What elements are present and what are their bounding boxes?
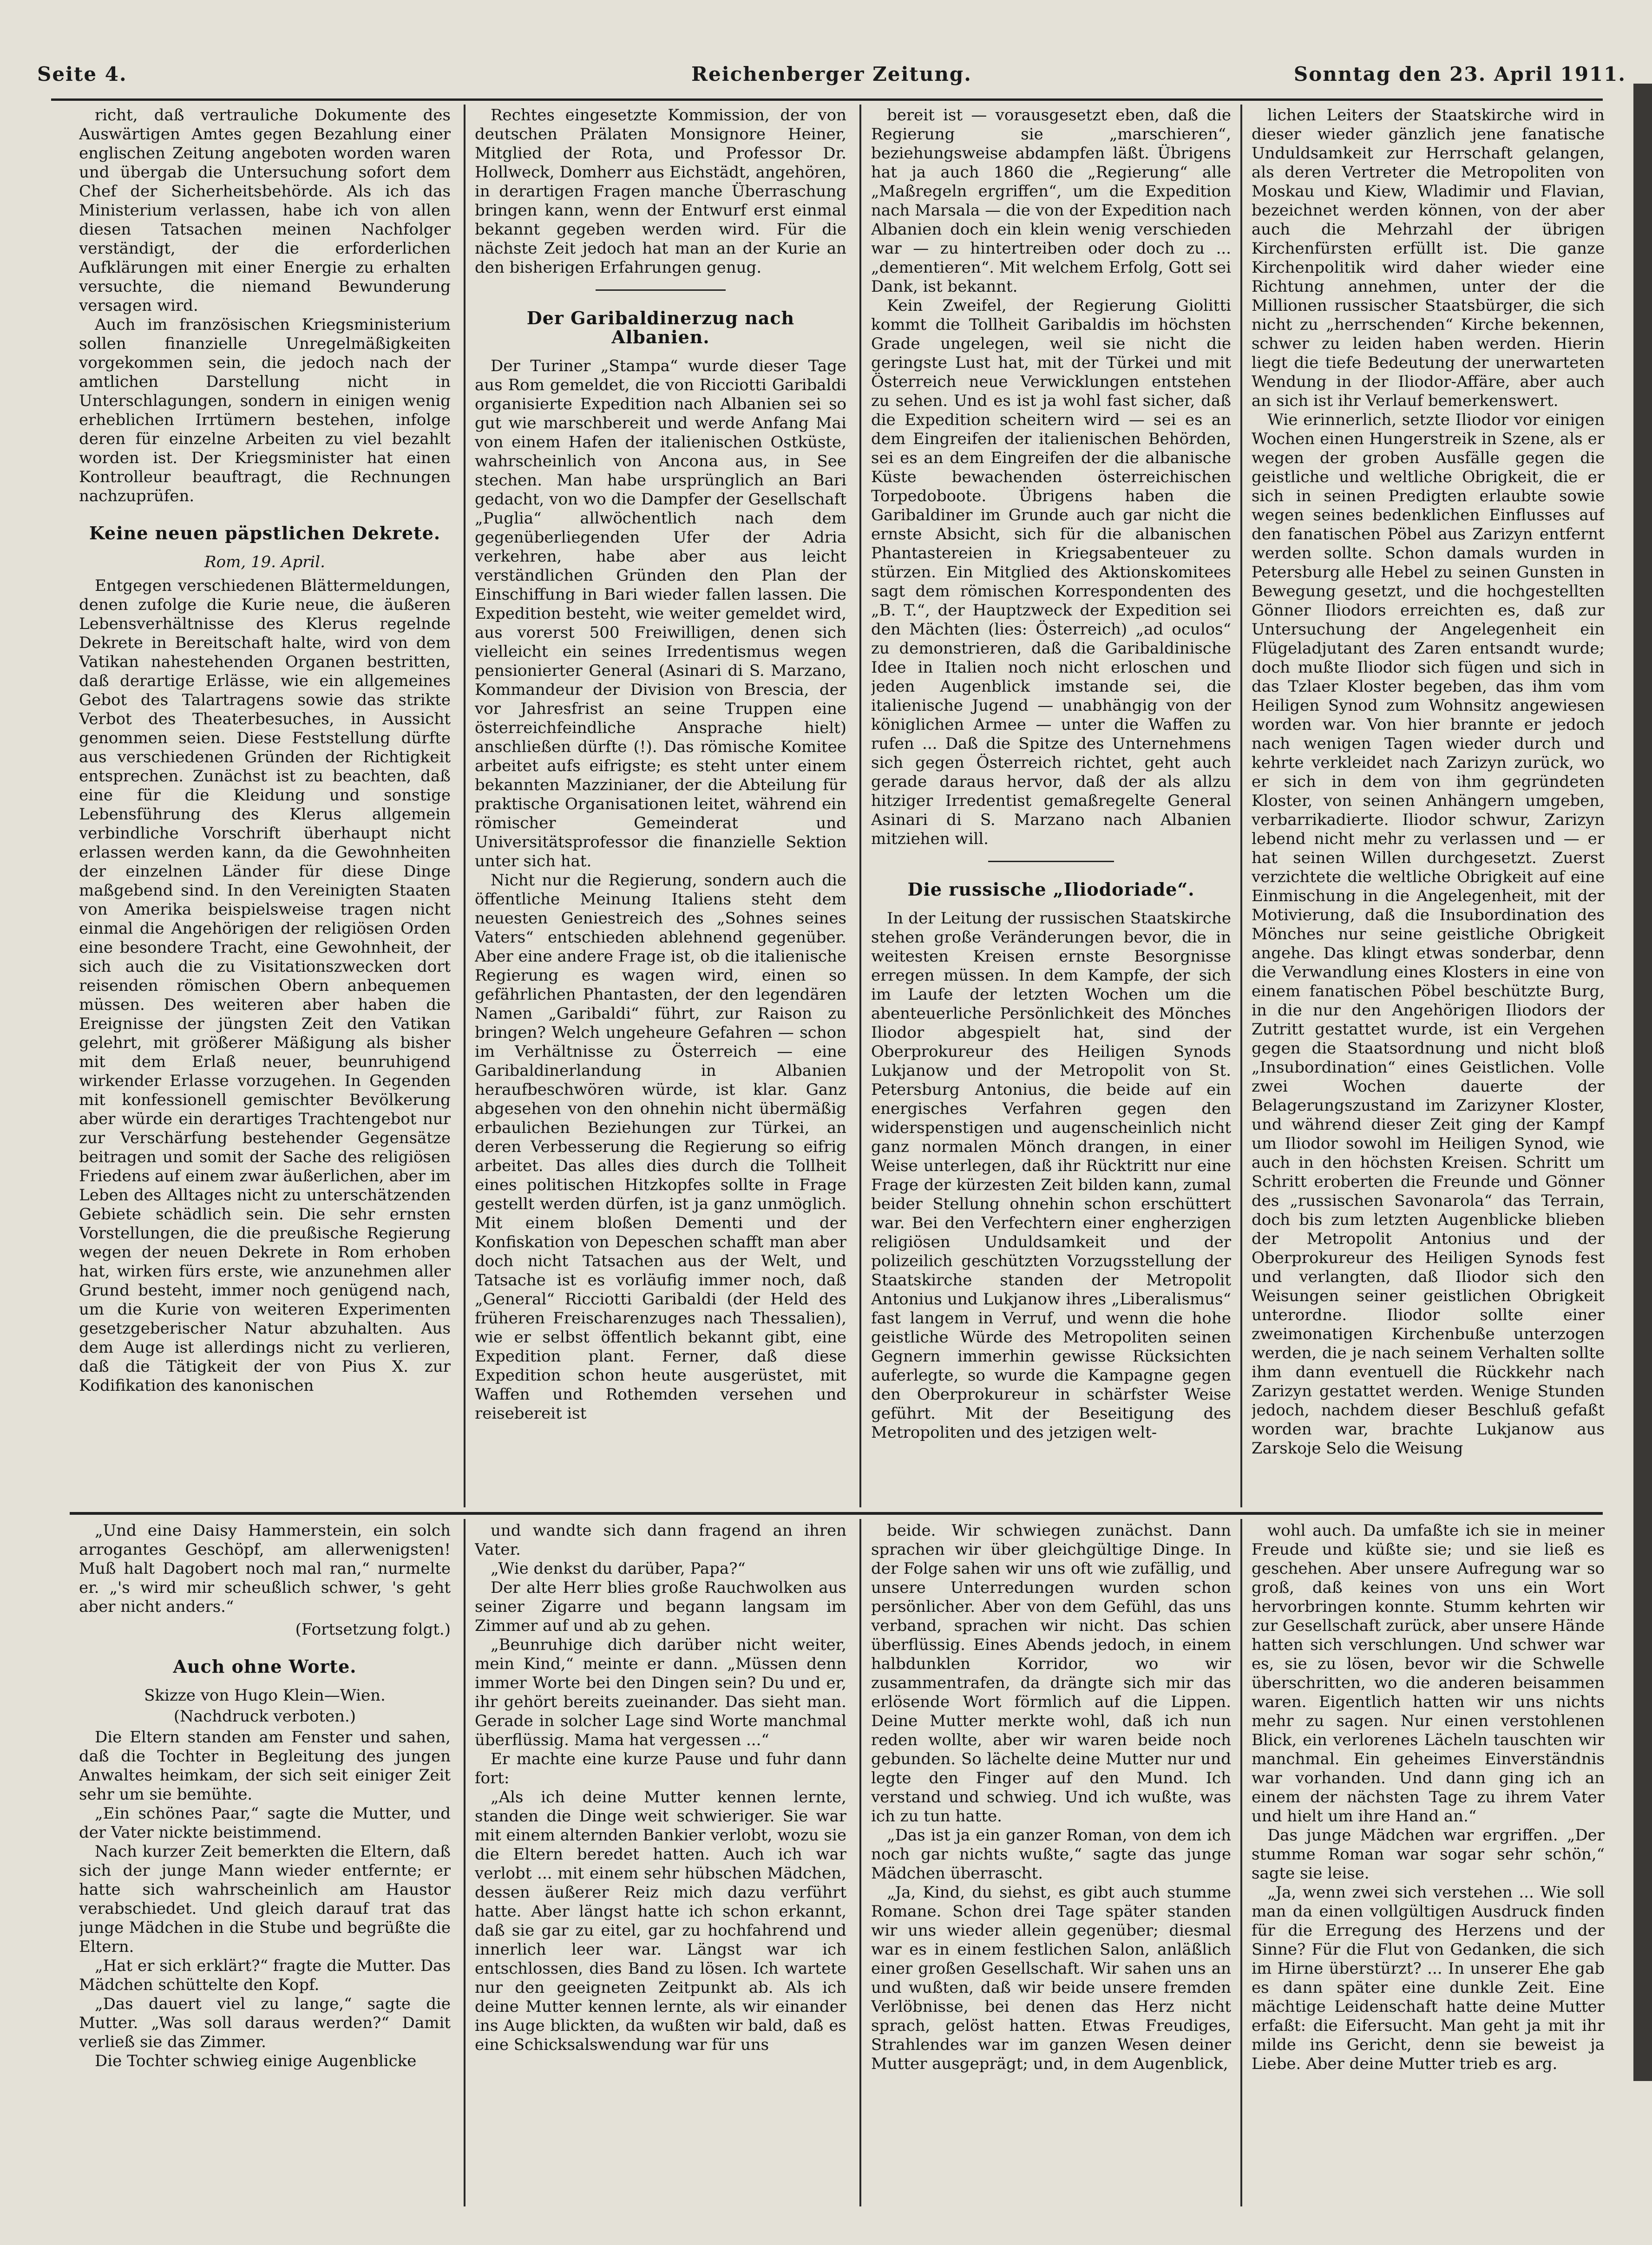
masthead-title: Reichenberger Zeitung.: [691, 63, 972, 85]
column-divider: [859, 1519, 861, 2206]
paragraph: „Hat er sich erklärt?“ fragte die Mutter. Das Mädchen schüttelte den Kopf.: [79, 1957, 451, 1994]
article-headline: Die russische „Iliodoriade“.: [907, 879, 1195, 900]
top-column-2: [475, 106, 846, 1506]
bottom-column-4: [1252, 1521, 1605, 2204]
top-column-4: [1252, 106, 1605, 1506]
paragraph: Rechtes eingesetzte Kommission, der von deutschen Prälaten Monsignore Heiner, Mitglied der Rota, und Professor Dr. Hollweck, Domherr aus Eichstädt, angehören, in derartigen Fragen manche Überraschung bringen kann, wenn der Entwurf erst einmal bekannt gegeben werden wird. Für die nächste Zeit jedoch hat man an der Kurie an den bisherigen Erfahrungen genug.: [475, 106, 846, 277]
article-headline: Auch ohne Worte.: [173, 1656, 357, 1677]
paragraph: Die Eltern standen am Fenster und sahen, daß die Tochter in Begleitung des jungen Anwaltes heimkam, der sich seit einiger Zeit sehr um sie bemühte.: [79, 1728, 451, 1804]
article-separator: [988, 861, 1114, 862]
column-divider: [464, 105, 465, 1507]
column-divider: [859, 105, 861, 1507]
paragraph: wohl auch. Da umfaßte ich sie in meiner Freude und küßte sie; und sie ließ es geschehen. Aber unsere Aufregung war so groß, daß keines von uns ein Wort hervorbringen konnte. Stumm kehrten wir zur Gesellschaft zurück, aber unsere Hände hatten sich verschlungen. Und schwer war es, sie zu lösen, bevor wir die Schwelle überschritten, wo die anderen beisammen waren. Eigentlich hatten wir uns nichts mehr zu sagen. Nur einen verstohlenen Blick, ein verlorenes Lächeln tauschten wir manchmal. Ein geheimes Einverständnis war vorhanden. Und dann ging ich an einem der nächsten Tage zu ihrem Vater und hielt um ihre Hand an.“: [1252, 1521, 1605, 1826]
article-headline: Keine neuen päpstlichen Dekrete.: [89, 523, 441, 543]
paragraph: lichen Leiters der Staatskirche wird in dieser wieder gänzlich jene fanatische Unduldsamkeit zur Herrschaft gelangen, als deren Vertreter die Metropoliten von Moskau und Kiew, Wladimir und Flavian, bezeichnet werden können, von der aber auch die Mehrzahl der übrigen Kirchenfürsten erfüllt ist. Die ganze Kirchenpolitik wird daher wieder eine Richtung annehmen, unter der die Millionen russischer Staatsbürger, die sich nicht zu „herrschenden“ Kirche bekennen, schwer zu leiden haben werden. Hierin liegt die tiefe Bedeutung der unerwarteten Wendung in der Iliodor-Affäre, aber auch an sich ist ihr Verlauf bemerkenswert.: [1252, 106, 1605, 410]
feuilleton-rule: [70, 1512, 1603, 1515]
paragraph: „Ein schönes Paar,“ sagte die Mutter, und der Vater nickte beistimmend.: [79, 1804, 451, 1842]
bottom-column-3: [871, 1521, 1231, 2204]
paragraph: Der Turiner „Stampa“ wurde dieser Tage aus Rom gemeldet, die von Ricciotti Garibaldi organisierte Expedition nach Albanien sei so gut wie marschbereit und werde Anfang Mai von einem Hafen der italienischen Ostküste, wahrscheinlich von Ancona aus, in See stechen. Man habe ursprünglich an Bari gedacht, von wo die Dampfer der Gesellschaft „Puglia“ allwöchentlich nach dem gegenüberliegenden Ufer der Adria verkehren, habe aber aus leicht verständlichen Gründen den Plan der Einschiffung in Bari wieder fallen lassen. Die Expedition besteht, wie weiter gemeldet wird, aus vorerst 500 Freiwilligen, denen sich vielleicht ein seines Irredentismus wegen pensionierter General (Asinari di S. Marzano, Kommandeur der Division von Brescia, der vor Jahresfrist an seine Truppen eine österreichfeindliche Ansprache hielt) anschließen dürfte (!). Das römische Komitee arbeitet aufs eifrigste; es steht unter einem bekannten Mazzinianer, der die Abteilung für praktische Organisationen leitet, während ein römischer Gemeinderat und Universitätsprofessor die finanzielle Sektion unter sich hat.: [475, 357, 846, 871]
paragraph: „Wie denkst du darüber, Papa?“: [491, 1559, 746, 1578]
paragraph: bereit ist — vorausgesetzt eben, daß die Regierung sie „marschieren“, beziehungsweise abdampfen läßt. Übrigens hat ja auch 1860 die „Regierung“ alle „Maßregeln ergriffen“, um die Expedition nach Marsala — die von der Expedition nach Albanien doch ein klein wenig verschieden war — zu hintertreiben oder doch zu ... „dementieren“. Mit welchem Erfolg, Gott sei Dank, ist bekannt.: [871, 106, 1231, 296]
paragraph: „Als ich deine Mutter kennen lernte, standen die Dinge weit schwieriger. Sie war mit einem alternden Bankier verlobt, wozu sie die Eltern beredet hatten. Auch ich war verlobt ... mit einem sehr hübschen Mädchen, dessen äußerer Reiz mich dazu verführt hatte. Aber längst hatte ich schon erkannt, daß sie gar zu eitel, gar zu hochfahrend und innerlich leer war. Längst war ich entschlossen, dies Band zu lösen. Ich wartete nur den geeigneten Zeitpunkt ab. Als ich deine Mutter kennen lernte, als wir einander ins Auge blickten, da wußten wir bald, daß es eine Schicksalswendung war für uns: [475, 1788, 846, 2054]
paragraph: Er machte eine kurze Pause und fuhr dann fort:: [475, 1750, 846, 1787]
paragraph: Auch im französischen Kriegsministerium sollen finanzielle Unregelmäßigkeiten vorgekommen sein, die jedoch nach der amtlichen Darstellung nicht in Unterschlagungen, sondern in einigen wenig erheblichen Irrtümern bestehen, infolge deren für einzelne Arbeiten zu viel bezahlt worden ist. Der Kriegsminister hat einen Kontrolleur beauftragt, die Rechnungen nachzuprüfen.: [79, 315, 451, 505]
paragraph: Nicht nur die Regierung, sondern auch die öffentliche Meinung Italiens steht dem neuesten Geniestreich des „Sohnes seines Vaters“ entschieden ablehnend gegenüber. Aber eine andere Frage ist, ob die italienische Regierung es wagen wird, einen so gefährlichen Phantasten, der den legendären Namen „Garibaldi“ führt, zur Raison zu bringen? Welch ungeheure Gefahren — schon im Verhältnisse zu Österreich — eine Garibaldinerlandung in Albanien heraufbeschwören würde, ist klar. Ganz abgesehen von den ohnehin nicht übermäßig erbaulichen Beziehungen zur Türkei, an deren Verbesserung die Regierung so eifrig arbeitet. Das alles dies durch die Tollheit eines politischen Hitzkopfes sollte in Frage gestellt werden dürfen, ist ja ganz unmöglich. Mit einem bloßen Dementi und der Konfiskation von Depeschen schafft man aber doch nicht Tatsachen aus der Welt, und Tatsache ist es vorläufig immer noch, daß „General“ Ricciotti Garibaldi (der Held des früheren Freischarenzuges nach Thessalien), wie er selbst öffentlich bekannt gibt, eine Expedition plant. Ferner, daß diese Expedition schon heute ausgerüstet, mit Waffen und Rothemden versehen und reisebereit ist: [475, 871, 846, 1423]
article-separator: [596, 289, 726, 291]
byline: Skizze von Hugo Klein—Wien.: [144, 1686, 386, 1705]
page-number: Seite 4.: [37, 63, 127, 85]
column-divider: [464, 1519, 465, 2206]
paragraph: Nach kurzer Zeit bemerkten die Eltern, daß sich der junge Mann wieder entfernte; er hatte sich wahrscheinlich am Haustor verabschiedet. Und gleich darauf trat das junge Mädchen in die Stube und begrüßte die Eltern.: [79, 1842, 451, 1956]
paragraph: Entgegen verschiedenen Blättermeldungen, denen zufolge die Kurie neue, die äußeren Lebensverhältnisse des Klerus regelnde Dekrete in Bereitschaft halte, wird von dem Vatikan nahestehenden Organen bestritten, daß derartige Erlässe, wie ein allgemeines Gebot des Talartragens sowie das strikte Verbot des Theaterbesuches, in Aussicht genommen seien. Diese Feststellung dürfte aus verschiedenen Gründen der Richtigkeit entsprechen. Zunächst ist zu beachten, daß eine für die Kleidung und sonstige Lebensführung des Klerus allgemein verbindliche Vorschrift überhaupt nicht erlassen werden kann, da die Gewohnheiten der einzelnen Länder für diese Dinge maßgebend sind. In den Vereinigten Staaten von Amerika beispielsweise tragen nicht einmal die Angehörigen der religiösen Orden eine besondere Tracht, eine Gewohnheit, der sich auch die zu Visitationszwecken dort reisenden römischen Obern anbequemen müssen. Des weiteren aber haben die Ereignisse der jüngsten Zeit den Vatikan gelehrt, mit größerer Mäßigung als bisher mit dem Erlaß neuer, beunruhigend wirkender Erlasse vorzugehen. In Gegenden mit konfessionell gemischter Bevölkerung aber würde ein derartiges Trachtengebot nur zur Verschärfung bestehender Gegensätze beitragen und somit der Sache des religiösen Friedens auf einem zwar äußerlichen, aber im Leben des Alltages nicht zu unterschätzenden Gebiete schädlich sein. Die sehr ernsten Vorstellungen, die die preußische Regierung wegen der neuen Dekrete in Rom erhoben hat, wirken fürs erste, wie anzunehmen aller Grund besteht, immer noch genügend nach, um die Kurie von weiteren Experimenten gesetzgeberischer Natur abzuhalten. Aus dem Auge ist allerdings nicht zu verlieren, daß die Tätigkeit der von Pius X. zur Kodifikation des kanonischen: [79, 576, 451, 1395]
column-divider: [1240, 1519, 1242, 2206]
header-rule: [51, 98, 1603, 101]
paragraph: „Beunruhige dich darüber nicht weiter, mein Kind,“ meinte er dann. „Müssen denn immer Worte bei den Dingen sein? Du und er, ihr gehört bereits zueinander. Das sieht man. Gerade in solcher Lage sind Worte manchmal überflüssig. Mama hat vergessen ...“: [475, 1636, 846, 1749]
paragraph: Wie erinnerlich, setzte Iliodor vor einigen Wochen einen Hungerstreik in Szene, als er wegen der groben Ausfälle gegen die geistliche und weltliche Obrigkeit, die er sich in seinen Predigten erlaubte sowie wegen seines bedenklichen Einflusses auf den fanatischen Pöbel aus Zarizyn entfernt werden sollte. Schon damals wurden in Petersburg alle Hebel zu seinen Gunsten in Bewegung gesetzt, und die hochgestellten Gönner Iliodors erreichten es, daß zur Untersuchung der Angelegenheit ein Flügeladjutant des Zaren entsandt wurde; doch mußte Iliodor sich fügen und sich in das Tzlaer Kloster begeben, das ihm vom Heiligen Synod zum Wohnsitz angewiesen worden war. Von hier brannte er jedoch nach wenigen Tagen wieder durch und kehrte verkleidet nach Zarizyn zurück, wo er sich in dem von ihm gegründeten Kloster, von seinen Anhängern umgeben, verbarrikadierte. Iliodor schwur, Zarizyn lebend nicht mehr zu verlassen und — er hat seinen Willen durchgesetzt. Zuerst verzichtete die weltliche Obrigkeit auf eine Einmischung in die Angelegenheit, mit der Motivierung, daß die Insubordination des Mönches nur seine geistliche Obrigkeit angehe. Das klingt etwas sonderbar, denn die Verwandlung eines Klosters in eine von einem fanatischen Pöbel beschützte Burg, in die nur den Angehörigen Iliodors der Zutritt gestattet wurde, ist ein Vergehen gegen die Staatsordnung und nicht bloß „Insubordination“ eines Geistlichen. Volle zwei Wochen dauerte der Belagerungszustand im Zarizyner Kloster, und während dieser Zeit ging der Kampf um Iliodor sowohl im Heiligen Synod, wie auch in den höchsten Kreisen. Schritt um Schritt eroberten die Freunde und Gönner des „russischen Savonarola“ das Terrain, doch bis zum letzten Augenblicke blieben der Metropolit Antonius und der Oberprokureur des Heiligen Synods fest und verlangten, daß Iliodor sich den Weisungen seiner geistlichen Obrigkeit unterordne. Iliodor sollte einer zweimonatigen Kirchenbuße unterzogen werden, die je nach seinem Verhalten sollte ihm dann eventuell die Rückkehr nach Zarizyn gestattet werden. Wenige Stunden jedoch, nachdem dieser Beschluß gefaßt worden war, brachte Lukjanow aus Zarskoje Selo die Weisung: [1252, 411, 1605, 1458]
paragraph: „Ja, wenn zwei sich verstehen ... Wie soll man da einen vollgültigen Ausdruck finden für die Erregung des Herzens und der Sinne? Für die Flut von Gedanken, die sich im Hirne überstürzt? ... In unserer Ehe gab es dann später eine dunkle Zeit. Eine mächtige Leidenschaft hatte deine Mutter erfaßt: die Eifersucht. Man geht ja mit ihr milde ins Gericht, denn sie beweist ja Liebe. Aber deine Mutter trieb es arg.: [1252, 1883, 1605, 2073]
running-head: [37, 63, 1626, 95]
paragraph: und wandte sich dann fragend an ihren Vater.: [475, 1521, 846, 1559]
top-column-3: [871, 106, 1231, 1506]
paragraph: In der Leitung der russischen Staatskirche stehen große Veränderungen bevor, die in weitesten Kreisen ernste Besorgnisse erregen müssen. In dem Kampfe, der sich im Laufe der letzten Wochen um die abenteuerliche Persönlichkeit des Mönches Iliodor abgespielt hat, sind der Oberprokureur des Heiligen Synods Lukjanow und der Metropolit von St. Petersburg Antonius, die beide auf ein energisches Verfahren gegen den widerspenstigen und augenscheinlich nicht ganz normalen Mönch drangen, in einer Weise unterlegen, daß ihr Rücktritt nur eine Frage der kürzesten Zeit bilden kann, zumal beider Stellung ohnehin schon erschüttert war. Bei den Verfechtern einer engherzigen religiösen Unduldsamkeit und der polizeilich geschützten Vorzugsstellung der Staatskirche standen der Metropolit Antonius und Lukjanow ihres „Liberalismus“ fast langem in Verruf, und wenn die hohe geistliche Würde des Metropoliten seinen Gegnern immerhin gewisse Rücksichten auferlegte, so wurde die Kampagne gegen den Oberprokureur in schärfster Weise geführt. Mit der Beseitigung des Metropoliten und des jetzigen welt-: [871, 909, 1231, 1442]
adjacent-page-edge: [1633, 84, 1652, 2081]
paragraph: Kein Zweifel, der Regierung Giolitti kommt die Tollheit Garibaldis im höchsten Grade ungelegen, weil sie nicht die geringste Lust hat, mit der Türkei und mit Österreich neue Verwicklungen entstehen zu sehen. Und es ist ja wohl fast sicher, daß die Expedition scheitern wird — sei es an dem Eingreifen der italienischen Behörden, sei es an dem Eingreifen der die albanische Küste bewachenden österreichischen Torpedoboote. Übrigens haben die Garibaldiner im Grunde auch gar nicht die ernste Absicht, sich für die albanischen Phantastereien in Kriegsabenteuer zu stürzen. Ein Mitglied des Aktionskomitees sagt dem römischen Korrespondenten des „B. T.“, der Hauptzweck der Expedition sei den Mächten (lies: Österreich) „ad oculos“ zu demonstrieren, daß die Garibaldinische Idee in Italien noch nicht erloschen und jeden Augenblick imstande sei, die italienische Jugend — unabhängig von der königlichen Armee — unter die Waffen zu rufen ... Daß die Spitze des Unternehmens sich gegen Österreich richtet, geht auch gerade daraus hervor, daß der als allzu hitziger Irredentist gemaßregelte General Asinari di S. Marzano nach Albanien mitziehen will.: [871, 296, 1231, 848]
paragraph: „Das dauert viel zu lange,“ sagte die Mutter. „Was soll daraus werden?“ Damit verließ sie das Zimmer.: [79, 1995, 451, 2051]
paragraph: beide. Wir schwiegen zunächst. Dann sprachen wir über gleichgültige Dinge. In der Folge sahen wir uns oft wie zufällig, und unsere Unterredungen wurden schon persönlicher. Aber von dem Gefühl, das uns verband, sprachen wir nicht. Das schien überflüssig. Eines Abends jedoch, in einem halbdunklen Korridor, wo wir zusammentrafen, da drängte sich mir das erlösende Wort förmlich auf die Lippen. Deine Mutter merkte wohl, daß ich nun reden wollte, aber wir waren beide noch gebunden. So lächelte deine Mutter nur und legte den Finger auf den Mund. Ich verstand und schwieg. Und ich wußte, was ich zu tun hatte.: [871, 1521, 1231, 1826]
issue-date: Sonntag den 23. April 1911.: [1293, 63, 1626, 85]
bottom-column-2: [475, 1521, 846, 2204]
paragraph: richt, daß vertrauliche Dokumente des Auswärtigen Amtes gegen Bezahlung einer englischen Zeitung angeboten worden waren und übergab die Untersuchung sofort dem Chef der Sicherheitsbehörde. Als ich das Ministerium verlassen, habe ich von allen diesen Tatsachen meinen Nachfolger verständigt, der die erforderlichen Aufklärungen mit einer Energie zu erhalten versuchte, die niemand Bewunderung versagen wird.: [79, 106, 451, 315]
paragraph: Das junge Mädchen war ergriffen. „Der stumme Roman war sogar sehr schön,“ sagte sie leise.: [1252, 1826, 1605, 1883]
byline: (Nachdruck verboten.): [173, 1707, 356, 1726]
dateline: Rom, 19. April.: [204, 553, 325, 571]
paragraph: „Ja, Kind, du siehst, es gibt auch stumme Romane. Schon drei Tage später standen wir uns wieder allein gegenüber; diesmal war es in einem festlichen Salon, anläßlich einer großen Gesellschaft. Wir sahen uns an und wußten, daß wir beide unsere fremden Verlöbnisse, bei denen das Herz nicht sprach, gelöst hatten. Etwas Freudiges, Strahlendes war im ganzen Wesen deiner Mutter ausgeprägt; und, in dem Augenblick,: [871, 1883, 1231, 2073]
bottom-column-1: [79, 1521, 451, 2204]
article-headline: Der Garibaldinerzug nach Albanien.: [526, 308, 795, 347]
paragraph: Der alte Herr blies große Rauchwolken aus seiner Zigarre und begann langsam im Zimmer auf und ab zu gehen.: [475, 1578, 846, 1635]
paragraph: „Das ist ja ein ganzer Roman, von dem ich noch gar nichts wußte,“ sagte das junge Mädchen überrascht.: [871, 1826, 1231, 1883]
continuation-note: (Fortsetzung folgt.): [295, 1620, 451, 1639]
column-divider: [1240, 105, 1242, 1507]
top-column-1: [79, 106, 451, 1506]
paragraph: Die Tochter schwieg einige Augenblicke: [95, 2052, 417, 2070]
paragraph: „Und eine Daisy Hammerstein, ein solch arrogantes Geschöpf, am allerwenigsten! Muß halt Dagobert noch mal ran,“ nurmelte er. „'s wird mir scheußlich schwer, 's geht aber nicht anders.“: [79, 1521, 451, 1616]
